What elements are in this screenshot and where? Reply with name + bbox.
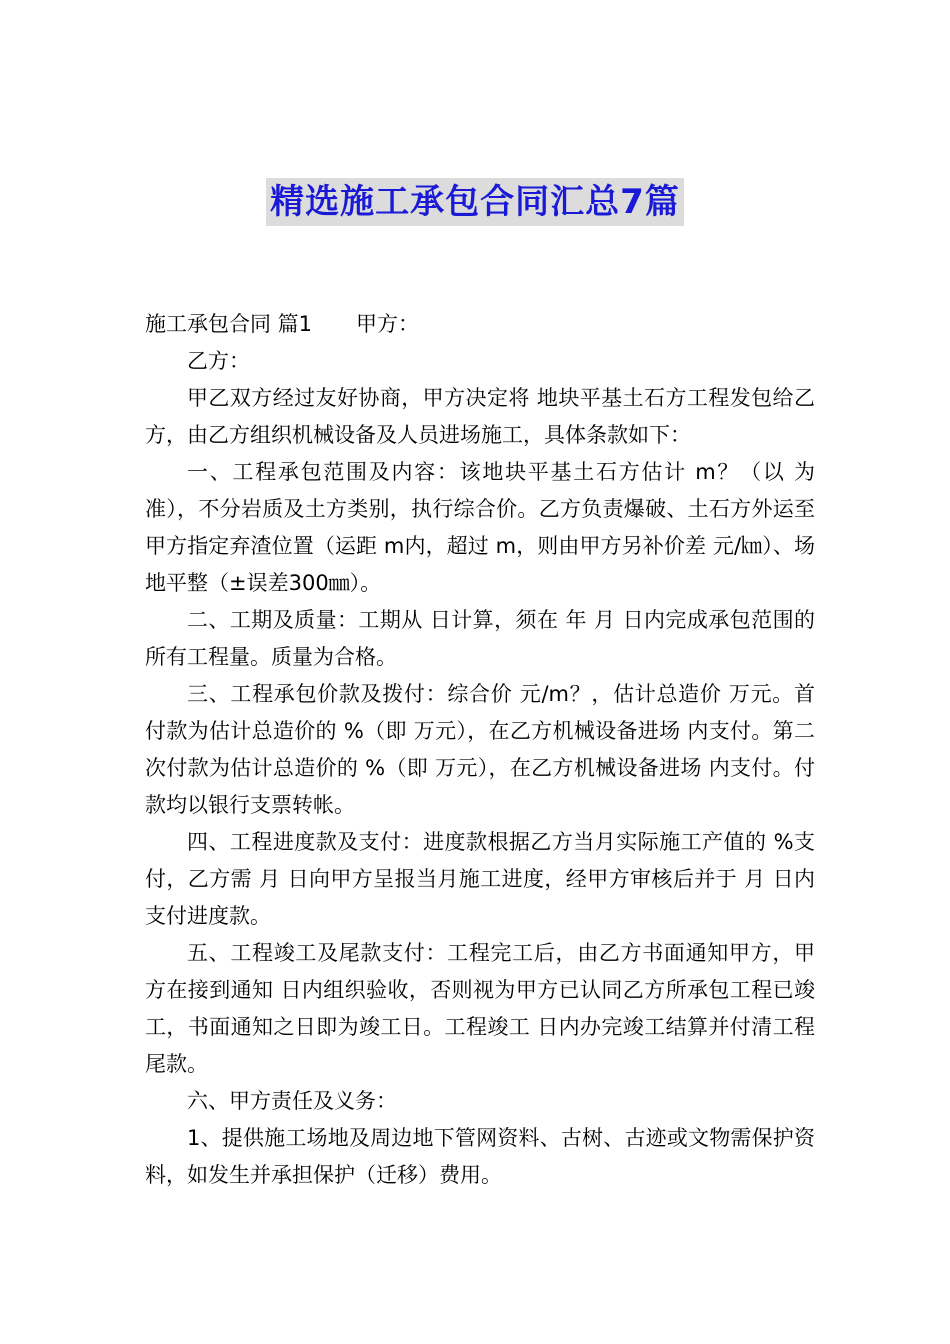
section-heading: 施工承包合同 篇1 [145, 312, 313, 336]
paragraph-duty-1: 1、提供施工场地及周边地下管网资料、古树、古迹或文物需保护资料，如发生并承担保护（迁移）费用。 [145, 1126, 815, 1187]
paragraph-schedule: 二、工期及质量：工期从 日计算，须在 年 月 日内完成承包范围的所有工程量。质量为合格。 [145, 608, 815, 669]
document-body [145, 306, 815, 1194]
party-a-label: 甲方： [356, 312, 420, 336]
paragraph-intro: 甲乙双方经过友好协商，甲方决定将 地块平基土石方工程发包给乙方，由乙方组织机械设备及人员进场施工，具体条款如下： [145, 386, 815, 447]
party-b-label: 乙方： [187, 349, 250, 373]
paragraph-price: 三、工程承包价款及拨付：综合价 元/m？，估计总造价 万元。首付款为估计总造价的 %（即 万元），在乙方机械设备进场 内支付。第二次付款为估计总造价的 %（即 万元），在乙方机械设备进场 内支付。付款均以银行支票转帐。 [145, 682, 815, 817]
first-line [145, 306, 815, 343]
paragraph-scope: 一、工程承包范围及内容：该地块平基土石方估计 m？（以 为准），不分岩质及土方类别，执行综合价。乙方负责爆破、土石方外运至甲方指定弃渣位置（运距 m内，超过 m，则由甲方另补价差 元/㎞）、场地平整（±误差300㎜）。 [145, 460, 815, 595]
paragraph-party-a-duties: 六、甲方责任及义务： [187, 1089, 397, 1113]
paragraph-completion: 五、工程竣工及尾款支付：工程完工后，由乙方书面通知甲方，甲方在接到通知 日内组织验收，否则视为甲方已认同乙方所承包工程已竣工，书面通知之日即为竣工日。工程竣工 日内办完竣工结算并付清工程尾款。 [145, 941, 815, 1076]
title-container [0, 178, 950, 226]
document-title: 精选施工承包合同汇总7篇 [266, 178, 684, 226]
paragraph-progress-payment: 四、工程进度款及支付：进度款根据乙方当月实际施工产值的 %支付，乙方需 月 日向甲方呈报当月施工进度，经甲方审核后并于 月 日内支付进度款。 [145, 830, 815, 928]
